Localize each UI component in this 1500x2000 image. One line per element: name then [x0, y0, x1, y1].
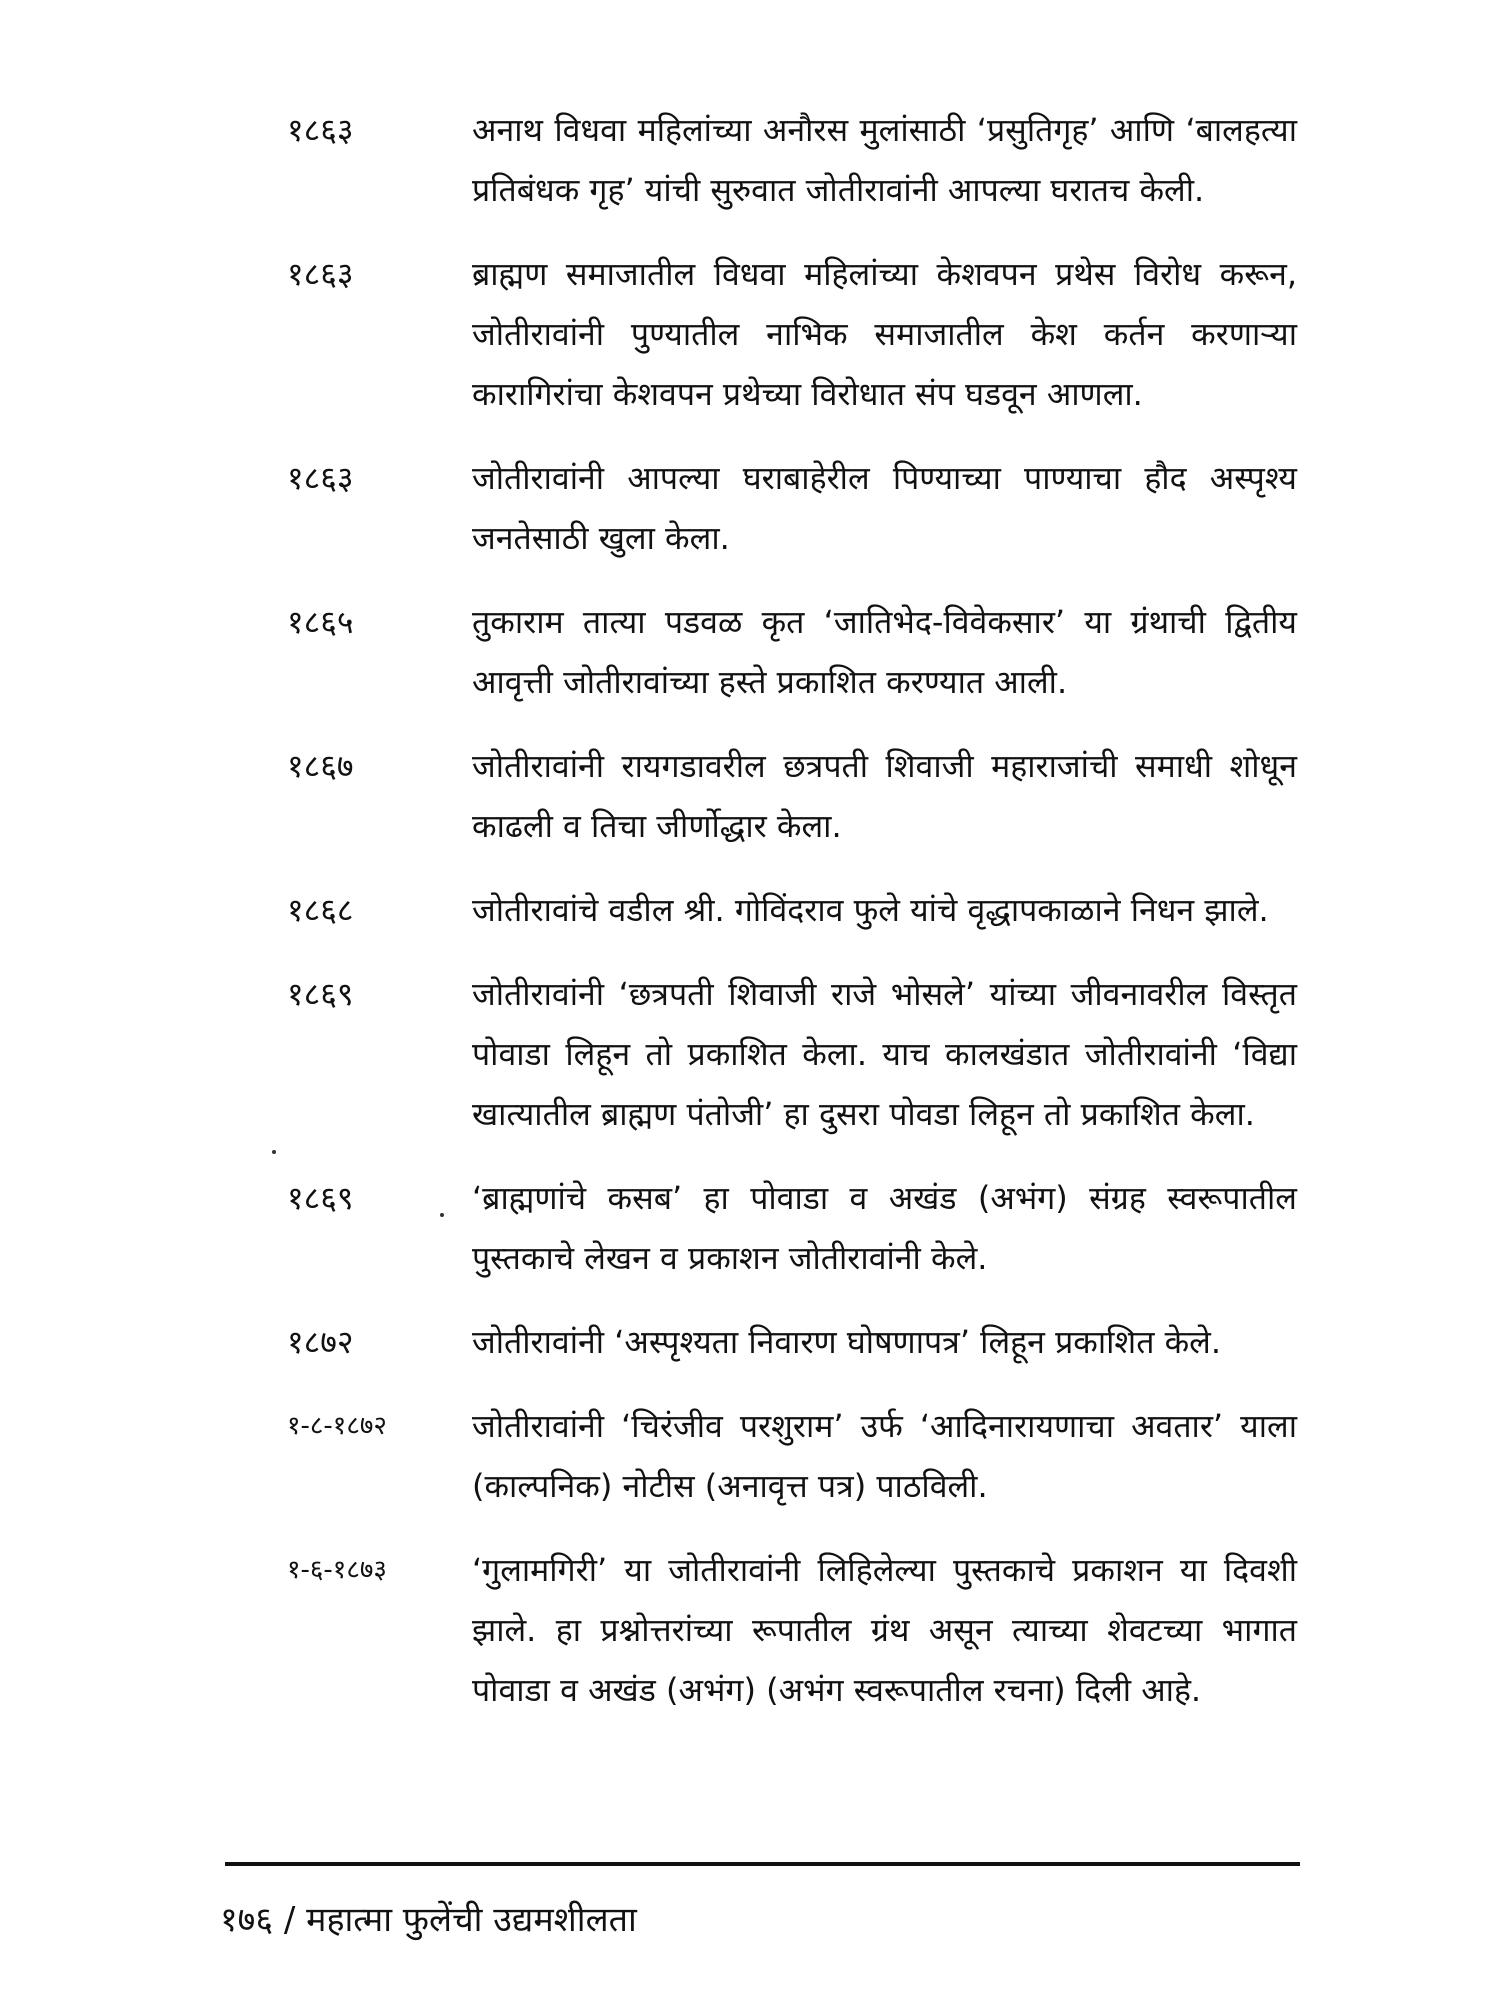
entry-text: जोतीरावांनी रायगडावरील छत्रपती शिवाजी महाराजांची समाधी शोधून काढली व तिचा जीर्णोद्धार केला.	[472, 747, 1297, 845]
timeline-entry	[287, 1312, 1297, 1372]
timeline-entry	[287, 1168, 1297, 1288]
timeline-entry	[287, 448, 1297, 568]
entry-text: जोतीरावांचे वडील श्री. गोविंदराव फुले यांचे वृद्धापकाळाने निधन झाले.	[472, 891, 1269, 929]
entry-date: १८६९	[287, 975, 354, 1013]
timeline-entry	[287, 1540, 1297, 1720]
entry-date: १८६७	[287, 747, 354, 785]
entry-date: १८६३	[287, 255, 354, 293]
scan-speck	[272, 1150, 276, 1154]
timeline-entry	[287, 100, 1297, 220]
page-footer: १७६ / महात्मा फुलेंची उद्यमशीलता	[220, 1900, 637, 1940]
timeline-entry	[287, 1396, 1297, 1516]
entry-text: ‘ब्राह्मणांचे कसब’ हा पोवाडा व अखंड (अभंग) संग्रह स्वरूपातील पुस्तकाचे लेखन व प्रकाशन जोतीरावांनी केले.	[472, 1179, 1297, 1277]
entry-text: जोतीरावांनी आपल्या घराबाहेरील पिण्याच्या पाण्याचा हौद अस्पृश्य जनतेसाठी खुला केला.	[472, 459, 1297, 557]
entry-text: अनाथ विधवा महिलांच्या अनौरस मुलांसाठी ‘प्रसुतिगृह’ आणि ‘बालहत्या प्रतिबंधक गृह’ यांची सुरुवात जोतीरावांनी आपल्या घरातच केली.	[472, 111, 1297, 209]
timeline-entries	[287, 100, 1297, 1744]
entry-date: १८७२	[287, 1323, 354, 1361]
entry-text: जोतीरावांनी ‘अस्पृश्यता निवारण घोषणापत्र’ लिहून प्रकाशित केले.	[472, 1323, 1222, 1361]
timeline-entry	[287, 592, 1297, 712]
timeline-entry	[287, 244, 1297, 424]
timeline-entry	[287, 736, 1297, 856]
entry-date: १८६८	[287, 891, 354, 929]
timeline-entry	[287, 880, 1297, 940]
entry-date: १८६३	[287, 459, 354, 497]
entry-text: जोतीरावांनी ‘चिरंजीव परशुराम’ उर्फ ‘आदिनारायणाचा अवतार’ याला (काल्पनिक) नोटीस (अनावृत्त पत्र) पाठविली.	[472, 1407, 1297, 1505]
entry-date: १८६९	[287, 1179, 354, 1217]
entry-date: १८६३	[287, 111, 354, 149]
entry-date: १-८-१८७२	[287, 1411, 387, 1441]
footer-divider	[225, 1862, 1300, 1866]
entry-text: जोतीरावांनी ‘छत्रपती शिवाजी राजे भोसले’ यांच्या जीवनावरील विस्तृत पोवाडा लिहून तो प्रकाशित केला. याच कालखंडात जोतीरावांनी ‘विद्या खात्यातील ब्राह्मण पंतोजी’ हा दुसरा पोवडा लिहून तो प्रकाशित केला.	[472, 975, 1297, 1133]
entry-text: ब्राह्मण समाजातील विधवा महिलांच्या केशवपन प्रथेस विरोध करून, जोतीरावांनी पुण्यातील नाभिक समाजातील केश कर्तन करणाऱ्या कारागिरांचा केशवपन प्रथेच्या विरोधात संप घडवून आणला.	[472, 255, 1297, 413]
entry-text: ‘गुलामगिरी’ या जोतीरावांनी लिहिलेल्या पुस्तकाचे प्रकाशन या दिवशी झाले. हा प्रश्नोत्तरांच्या रूपातील ग्रंथ असून त्याच्या शेवटच्या भागात पोवाडा व अखंड (अभंग) (अभंग स्वरूपातील रचना) दिली आहे.	[472, 1551, 1297, 1709]
entry-date: १-६-१८७३	[287, 1555, 387, 1585]
timeline-entry	[287, 964, 1297, 1144]
entry-date: १८६५	[287, 603, 354, 641]
entry-text: तुकाराम तात्या पडवळ कृत ‘जातिभेद-विवेकसार’ या ग्रंथाची द्वितीय आवृत्ती जोतीरावांच्या हस्ते प्रकाशित करण्यात आली.	[472, 603, 1297, 701]
scan-speck	[440, 1213, 444, 1217]
